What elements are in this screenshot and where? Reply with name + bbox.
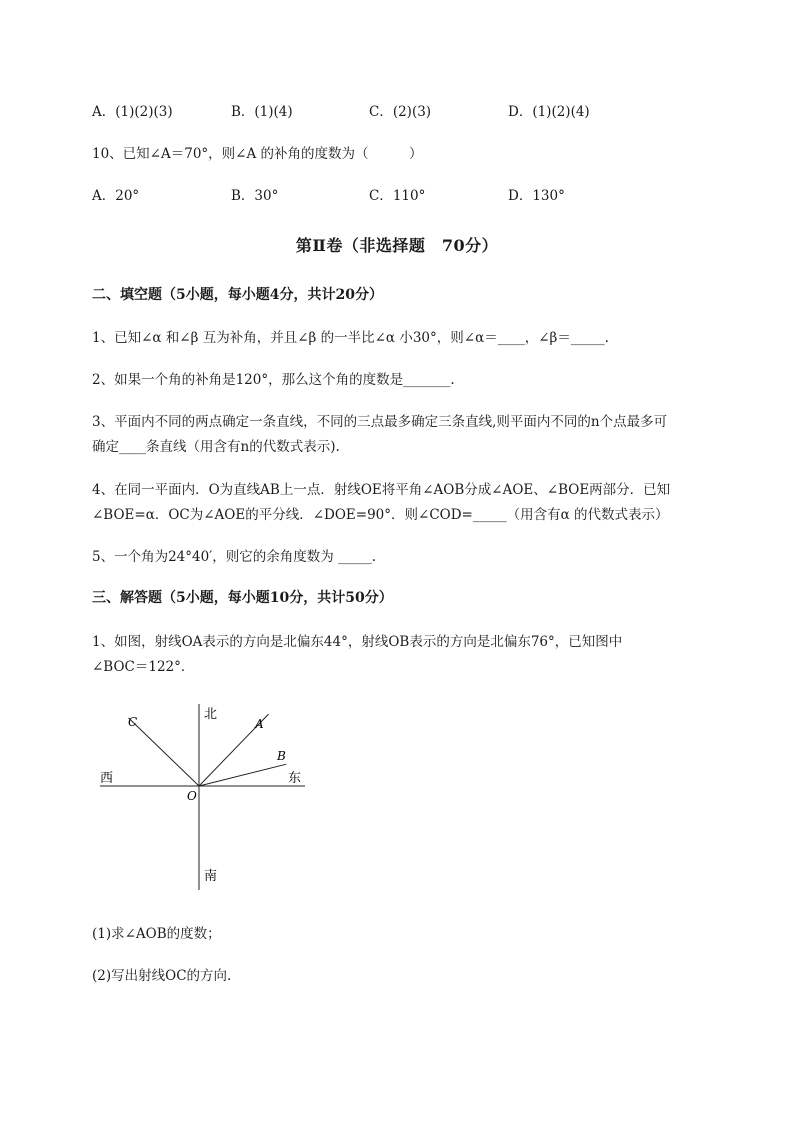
s2-question-3-line2: 确定____条直线（用含有n的代数式表示). (92, 439, 340, 455)
q9-option-c: C．(2)(3) (369, 104, 432, 120)
ray-oc (129, 718, 200, 786)
s2-question-1: 1、已知∠α 和∠β 互为补角，并且∠β 的一半比∠α 小30°，则∠α＝____，∠β＝_____. (92, 330, 609, 346)
east-label: 东 (288, 771, 302, 786)
s2-question-5: 5、一个角为24°40′，则它的余角度数为 _____. (92, 549, 377, 565)
s3-subquestion-1: (1)求∠AOB的度数； (92, 926, 221, 942)
point-o-label: O (187, 789, 197, 803)
q10-option-a: A．20° (92, 188, 140, 204)
section2-heading: 二、填空题（5小题，每小题4分，共计20分） (92, 287, 383, 303)
west-label: 西 (100, 771, 114, 786)
direction-diagram (90, 696, 320, 896)
ray-ob (199, 764, 286, 786)
section3-heading: 三、解答题（5小题，每小题10分，共计50分） (92, 590, 393, 606)
q10-option-b: B．30° (231, 188, 279, 204)
south-label: 南 (204, 869, 218, 884)
q9-option-a: A．(1)(2)(3) (92, 104, 173, 120)
point-a-label: A (255, 717, 264, 731)
s3-question-1-line1: 1、如图，射线OA表示的方向是北偏东44°，射线OB表示的方向是北偏东76°，已知图中 (92, 634, 623, 650)
s3-question-1-line2: ∠BOC＝122°． (92, 659, 195, 675)
north-label: 北 (204, 707, 218, 722)
s3-subquestion-2: (2)写出射线OC的方向. (92, 968, 232, 984)
q9-option-d: D．(1)(2)(4) (508, 104, 590, 120)
q10-stem: 10、已知∠A＝70°，则∠A 的补角的度数为（ ） (92, 146, 423, 162)
part-title: 第Ⅱ卷（非选择题 70分） (295, 236, 499, 255)
s2-question-2: 2、如果一个角的补角是120°，那么这个角的度数是_______. (92, 372, 455, 388)
s2-question-4-line1: 4、在同一平面内．O为直线AB上一点．射线OE将平角∠AOB分成∠AOE、∠BOE两部分．已知 (92, 482, 671, 498)
q10-option-c: C．110° (369, 188, 426, 204)
point-b-label: B (277, 749, 286, 763)
s2-question-4-line2: ∠BOE=α．OC为∠AOE的平分线．∠DOE=90°．则∠COD=_____（用含有α 的代数式表示） (92, 507, 669, 523)
point-c-label: C (128, 715, 138, 729)
q9-option-b: B．(1)(4) (231, 104, 293, 120)
q10-option-d: D．130° (508, 188, 565, 204)
s2-question-3-line1: 3、平面内不同的两点确定一条直线，不同的三点最多确定三条直线,则平面内不同的n个点最多可 (92, 414, 668, 430)
